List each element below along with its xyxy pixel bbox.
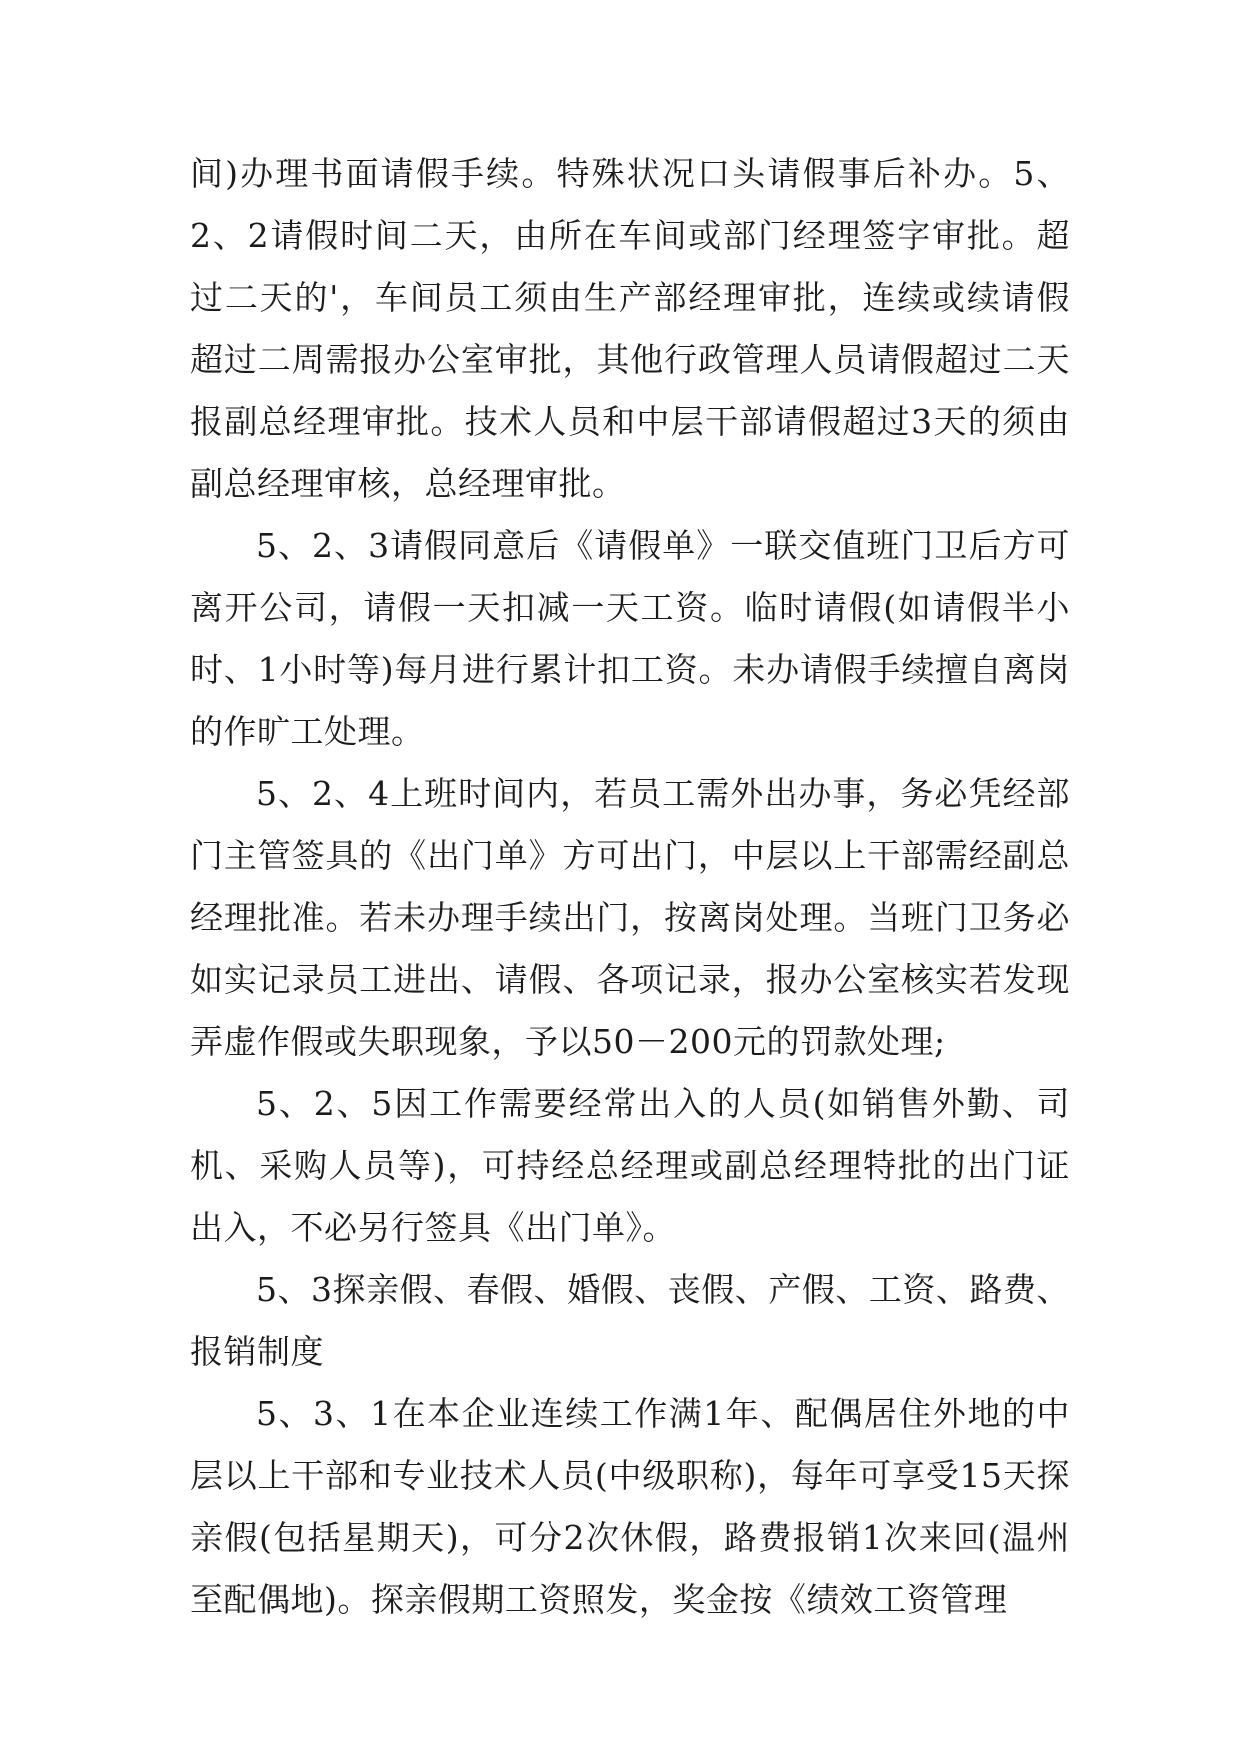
paragraph-exit-pass: 5、2、5因工作需要经常出入的人员(如销售外勤、司机、采购人员等)，可持经总经理或副总经理特批的出门证出入，不必另行签具《出门单》。 xyxy=(190,1084,1070,1247)
paragraph-family-visit-leave: 5、3、1在本企业连续工作满1年、配偶居住外地的中层以上干部和专业技术人员(中级职称)，每年可享受15天探亲假(包括星期天)，可分2次休假，路费报销1次来回(温州至配偶地)。探亲假期工资照发，奖金按《绩效工资管理 xyxy=(190,1394,1070,1619)
paragraph-leave-slip: 5、2、3请假同意后《请假单》一联交值班门卫后方可离开公司，请假一天扣减一天工资。临时请假(如请假半小时、1小时等)每月进行累计扣工资。未办请假手续擅自离岗的作旷工处理。 xyxy=(190,526,1070,751)
document-body xyxy=(190,143,1070,1631)
paragraph-exit-slip: 5、2、4上班时间内，若员工需外出办事，务必凭经部门主管签具的《出门单》方可出门，中层以上干部需经副总经理批准。若未办理手续出门，按离岗处理。当班门卫务必如实记录员工进出、请假、各项记录，报办公室核实若发现弄虚作假或失职现象，予以50－200元的罚款处理; xyxy=(190,774,1070,1061)
paragraph-leave-approval: 间)办理书面请假手续。特殊状况口头请假事后补办。5、2、2请假时间二天，由所在车间或部门经理签字审批。超过二天的'，车间员工须由生产部经理审批，连续或续请假超过二周需报办公室审批，其他行政管理人员请假超过二天报副总经理审批。技术人员和中层干部请假超过3天的须由副总经理审核，总经理审批。 xyxy=(190,154,1070,503)
section-heading-leave-types: 5、3探亲假、春假、婚假、丧假、产假、工资、路费、报销制度 xyxy=(190,1270,1070,1371)
